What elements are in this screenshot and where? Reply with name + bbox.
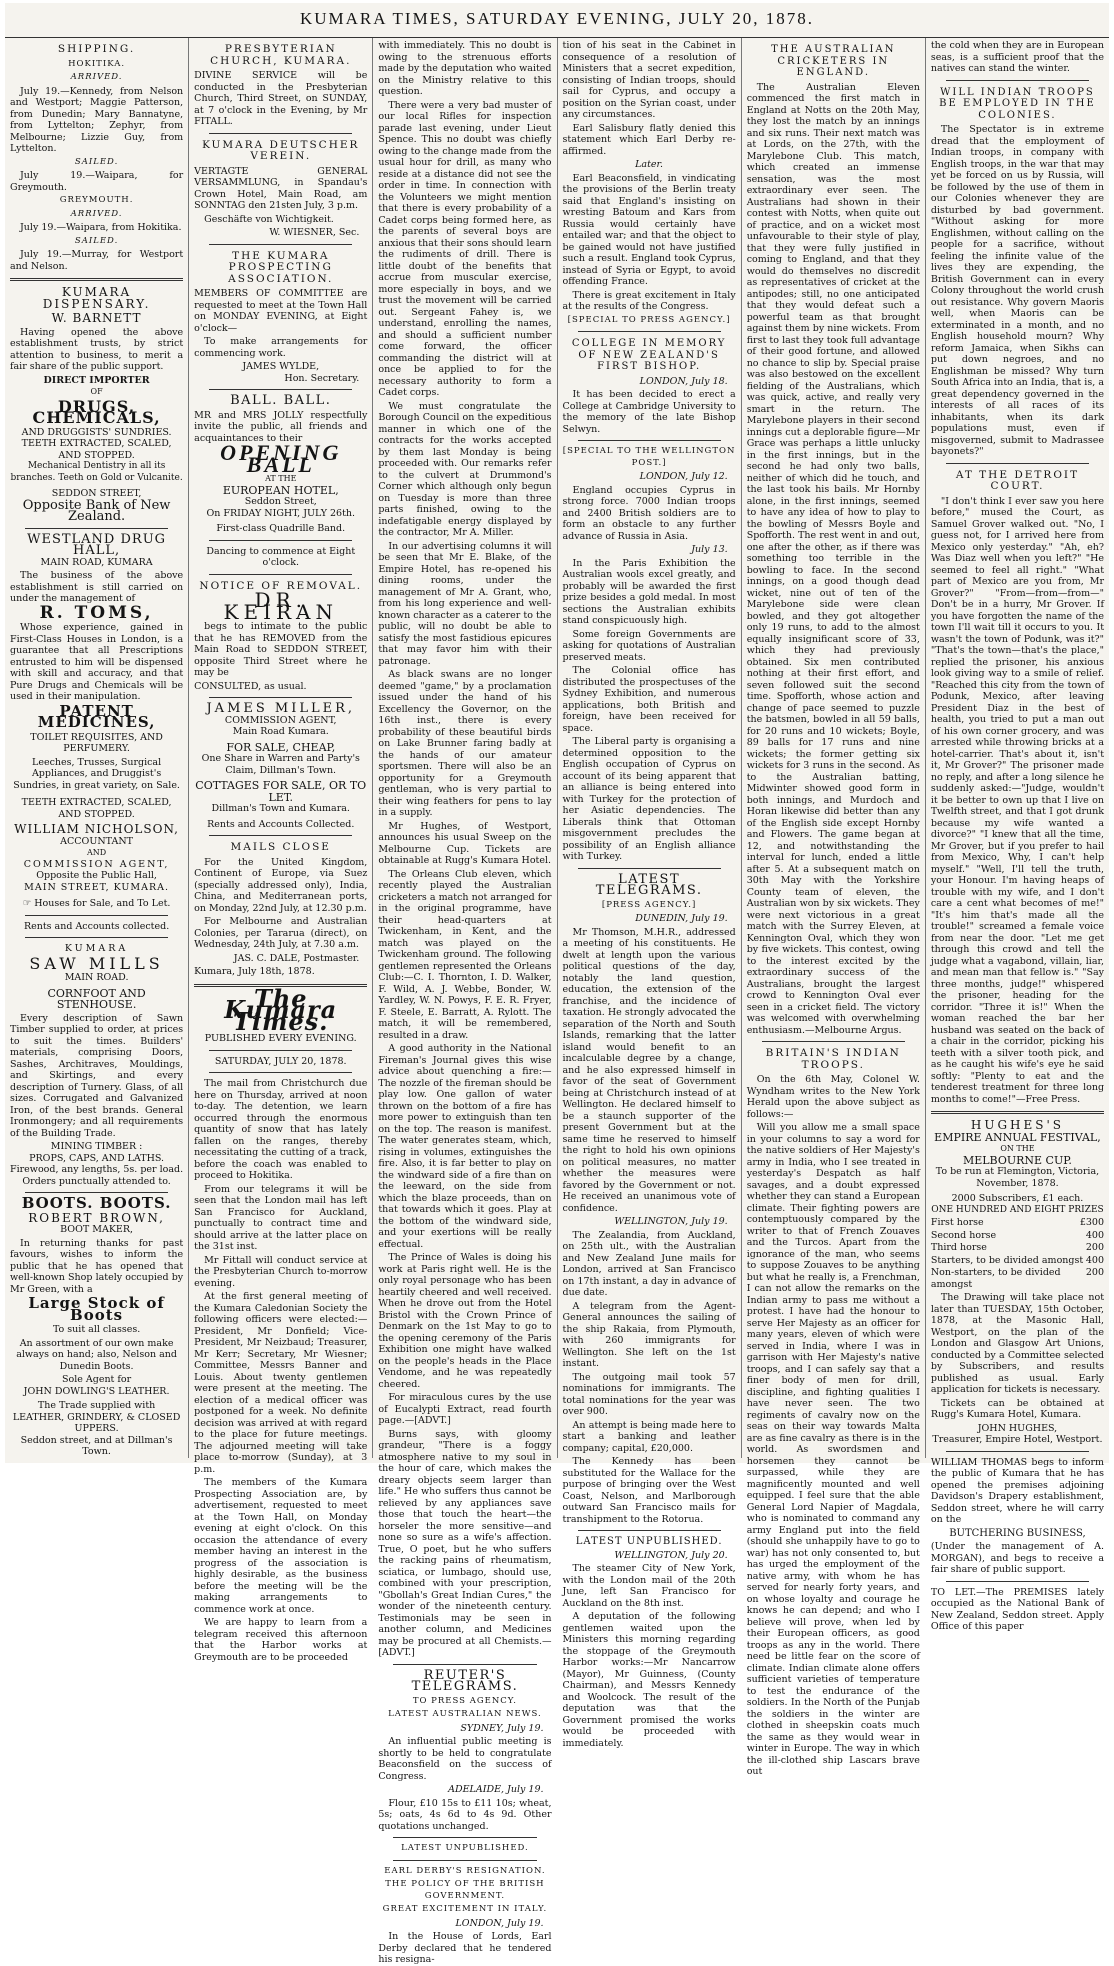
shipping-heading: SHIPPING. (57, 43, 136, 55)
wellington-dateline: WELLINGTON, July 20. (614, 1549, 728, 1561)
article-paragraph: There were a very bad muster of our local Rifles for inspection parade last evening, under Lieut Spence. This no doubt was chiefly owing to the change made from the usual hour for drill, as many who reside at a distance did not see the order in time. In connection with the Volunteers we might mention that there is every probability of a Cadet corps being formed here, as the parents of several boys are anxious that their sons should learn the rudiments of drill. There is little doubt of the benefits that accrue from muscular exercise, more especially in boys, and we trust the movement will be carried out. Sergeant Fahey is, we understand, enrolling the names, and should a sufficient number come forward, the officer commanding the district will at once be applied to for the necessary authority to form a Cadet corps. (378, 99, 552, 398)
at-the-label: AT THE (265, 474, 297, 483)
article-paragraph: "I don't think I ever saw you here before," mused the Court, as Samuel Grover walked out. "No, I guess not, for I arrived here from Mexico only yesterday." "Ah, eh? Was Diaz well when you left?" "He seemed to feel all right." "What part of Mexico are you from, Mr Grover?" "From—from—from—" Don't be in a hurry, Mr Grover. If you have forgotten the name of the town I'll wait till it occurs to you. It wasn't the town of Podunk, was it?" "That's the town—that's the place," replied the prisoner, his anxious look giving way to a smile of relief. "Reached this city from the town of Podunk, Mexico, after leaving President Diaz in the best of health, you tried to put a man out of his own corner grocery, and was arrested while throwing bricks at a hotel-carrier. That's about it, isn't it, Mr Grover?" The prisoner made no reply, and after a long silence he suddenly asked:—"Judge, wouldn't it be better to own up that I live on Twelfth street, and that I got drunk because my wife wanted a divorce?" "I knew that all the time, Mr Grover, but if you prefer to hail from Mexico, Why, I can't help myself." "Well, I'll tell the truth, your Honour. I'm having heaps of trouble with my wife, and I don't care a cent what becomes of me!" "It's him that's made all the trouble!" screamed a female voice from near the door. "Let me get through this crowd and tell the judge what a vagabond, villain, liar, and mean man that fellow is." "Say three months, judge!" whispered the prisoner, heading for the corridor. "Three it is!" When the woman reached the bar her husband was seated on the back of a chair in the corridor, picking his teeth with a silver tooth pick, and as he caught his wife's eye he said softly: "Plenty to eat and the tenderest treatment for three long months to come!"—Free Press. (930, 495, 1105, 1105)
hughes-title: HUGHES'S (970, 1118, 1065, 1132)
reuter-heading: REUTER'S TELEGRAMS. (411, 1667, 519, 1694)
article-paragraph: A telegram from the Agent-General announces the sailing of the ship Rakaia, from Plymouth, with 260 immigrants for Wellington. She left on the 1st instant. (562, 1300, 736, 1369)
newspaper-page (5, 3, 1109, 1965)
article-paragraph: A good authority in the National Fireman's Journal gives this wise advice about quenching a fire:—The nozzle of the fireman should be play low. One gallon of water thrown on the bottom of a fire has more power to extinguish than ten on the top. The reason is manifest. The water generates steam, which, rising in volumes, extinguishes the fire. Also, it is far better to play on the windward side of a fire than on the leeward, on the side from which the blaze proceeds, than on that towards which it goes. Play at the bottom of the windward side, and your exertions will be really effectual. (378, 1043, 552, 1250)
wiesner-signature: W. WIESNER, Sec. (269, 227, 360, 238)
article-paragraph: Earl Salisbury flatly denied this statement which Earl Derby re-affirmed. (562, 122, 736, 157)
prizes-title: ONE HUNDRED AND EIGHT PRIZES (931, 1204, 1104, 1215)
article-paragraph: The Prince of Wales is doing his work at Paris right well. He is the only royal personage who has been heartily cheered and well received. When he drove out from the Hotel Bristol with the Crown Prince of Denmark on the 1st May to go to the opening ceremony of the Paris Exhibition one might have walked on the people's heads in the Place Vendome, and he was repeatedly cheered. (378, 1252, 552, 1390)
divider (578, 1530, 721, 1531)
quadrille-band: First-class Quadrille Band. (216, 523, 346, 534)
wylde-signature: JAMES WYLDE, (242, 361, 320, 372)
opening-ball: OPENING BALL (220, 440, 342, 477)
teeth-extracted: TEETH EXTRACTED, SCALED, AND STOPPED. (21, 438, 172, 461)
cricketers-text: The Australian Eleven commenced the first match in England at Notts on the 20th May, they lost the match by an innings and six runs. Their next match was at Lords, on the 27th, with the Marylebone Club. This match, which created an immense sensation, was the most extraordinary ever seen. The Australians had shown in their contest with Notts, when quite out of practice, and on a wicket most unfavourable to their style of play, that they were fully justified in coming to England, and that they would do themselves no discredit as representatives of cricket at the antipodes; still, no one anticipated that they would defeat such a powerful team as that brought against them by nine wickets. From first to last they took full advantage of their good fortune, and allowed no chance to slip by. Special praise was also bestowed on the excellent fielding of the Australians, which was quick, active, and really very smart in the return. The Marylebone players in their second innings cut a deplorable figure—Mr Grace was perhaps a little unlucky in the first innings, but in the second he had only two balls, neither of which did he touch, and the last took his bails. Mr Hornby alone, in the first innings, seemed to have any idea of how to play to the bowling of Messrs Boyle and Spofforth. The rest went in and out, one after the other, as if there was something too terrible in the bowling to face. In the second innings, on a good though dead wicket, nine out of ten of the Marylebone side were clean bowled, and they got altogether only 19 runs, to add to the almost equally insignificant score of 33, which they had previously obtained. Six men contributed nothing at their first effort, and seven followed suit the second time. Spofforth, whose action and change of pace seemed to puzzle the batsmen, bowled in all 59 balls, for 20 runs and 10 wickets; Boyle, 89 balls for 17 runs and nine wickets; the former getting six wickets for 3 runs in the second. As to the Australian batting, Midwinter showed good form in both innings, and Murdoch and Horan likewise did better than any of the English side except Hornby and Flowers. The game began at 12, and notwithstanding the interval for lunch, ended a little after 5. At a subsequent match on 30th May with the Yorkshire County team of eleven, the Australian won by six wickets. They were next victorious in a great match with the Surrey Eleven, at Kennington Oval, which they won by five wickets. This contest, owing to the interest excited by the extraordinary success of the Australians, brought the largest crowd to Kennington Oval ever seen in a cricket field. The victory was welcomed with overwhelming enthusiasm.—Melbourne Argus. (746, 81, 920, 1036)
accountant-label: ACCOUNTANT (60, 835, 133, 847)
druggists-sundries: AND DRUGGISTS' SUNDRIES. (21, 426, 172, 438)
mails-text-2: For Melbourne and Australian Colonies, per Tararua (direct), on Wednesday, 24th July, at 7.30 a.m. (194, 916, 368, 950)
paper-title: The Kumara Times. (224, 983, 338, 1036)
article-paragraph: The Orleans Club eleven, which recently played the Australian cricketers a match not arranged for in the original programme, have their head-quarters at Twickenham, in Kent, and the match was played on the Twickenham ground. The following gentlemen represented the Orleans Club:—C. I. Thornton, I. D. Walker, F. Wild, A. J. Webbe, Bonder, W. Yardley, W. N. Powys, F. E. R. Fryer, F. Steele, E. Barratt, A. Rylott. The match, it will be remembered, resulted in a draw. (378, 868, 552, 1041)
greymouth-sailed: July 19.—Murray, for Westport and Nelson. (10, 249, 184, 272)
verein-text-2: Geschäfte von Wichtigkeit. (204, 213, 334, 225)
divider (209, 835, 352, 836)
sydney-dateline: SYDNEY, July 19. (460, 1722, 544, 1734)
prize-name: Non-starters, to be divided amongst (930, 1267, 1061, 1290)
editorial-paragraph: The members of the Kumara Prospecting Association are, by advertisement, requested to meet at the Town Hall, on Monday evening at eight o'clock. On this occasion the attendance of every member having an interest in the progress of the association is highly desirable, as the business before the meeting will be the making arrangements to commence work at once. (194, 1477, 368, 1615)
subscribers: 2000 Subscribers, £1 each. (951, 1193, 1084, 1204)
barnett-name: W. BARNETT (51, 311, 142, 325)
divider (209, 1050, 352, 1051)
article-paragraph: Burns says, with gloomy grandeur, "There is a foggy atmosphere native to my soul in the hour of care, which makes the dreary objects seem larger than life." He who suffers thus cannot be relieved by any appliances save those that touch the heart—the horseler the more sensitive—and none so sure as a wife's affection. True, O poet, but he who suffers the racking pains of rheumatism, sciatica, or lumbago, should use, combined with your prescription, "Gbollah's Great Indian Cures," the wonder of the nineteenth century. Testimonials may be seen in another column, and Medicines may be procured at all Chemists.—[ADVT.] (378, 1428, 552, 1658)
kumara-label: KUMARA (64, 943, 129, 954)
prize-name: Second horse (930, 1229, 997, 1241)
london-text: In the House of Lords, Earl Derby declared that he tendered his resigna- (378, 1931, 552, 1965)
teeth-extracted-2: TEETH EXTRACTED, SCALED, AND STOPPED. (21, 797, 172, 820)
empire-festival: EMPIRE ANNUAL FESTIVAL, (934, 1130, 1101, 1144)
thomas-text-2: (Under the management of A. MORGAN), and begs to receive a fair share of public support. (930, 1541, 1105, 1575)
prize-name: Starters, to be divided amongst (930, 1254, 1084, 1266)
one-share: One Share in Warren and Party's Claim, Dillman's Town. (201, 753, 360, 776)
tickets-text: Tickets can be obtained at Rugg's Kumara Hotel, Kumara. (930, 1397, 1105, 1420)
verein-heading: KUMARA DEUTSCHER VEREIN. (202, 138, 360, 162)
saw-mills: SAW MILLS (29, 953, 164, 973)
verein-text: VERTAGTE GENERAL VERSAMMLUNG, in Spandau's Crown Hotel, Main Road, am SONNTAG den 21sten July, 3 p.m. (194, 165, 368, 211)
divider (209, 697, 352, 698)
shipping-arrivals: July 19.—Kennedy, from Nelson and Westport; Maggie Patterson, from Dunedin; Mary Bannatyne, from Lyttelton; Zephyr, from Melbourne; Lizzie Guy, from Lyttelton. (10, 85, 184, 154)
divider (762, 1041, 905, 1042)
seddon-street: SEDDON STREET, (51, 488, 142, 499)
arrived-label: ARRIVED. (70, 72, 123, 82)
article-paragraph: There is great excitement in Italy at the results of the Congress. (562, 289, 736, 312)
hon-secretary: Hon. Secretary. (284, 372, 360, 384)
article-paragraph: In the Paris Exhibition the Australian wools excel greatly, and probably will be awarded the first prize besides a gold medal. In most sections the Australian exhibits stand conspicuously high. (562, 557, 736, 626)
editorial-paragraph: Mr Fittall will conduct service at the Presbyterian Church to-morrow evening. (194, 1254, 368, 1289)
removal-heading: NOTICE OF REMOVAL. (199, 579, 363, 592)
opposite-public-hall: Opposite the Public Hall, (36, 870, 157, 881)
london-dateline: LONDON, July 12. (639, 471, 728, 482)
dale-signature: JAS. C. DALE, Postmaster. (233, 952, 360, 964)
mails-text-1: For the United Kingdom, Continent of Europe, via Suez (specially addressed only), India, China, and Mediterranean ports, on Monday, 22nd July, at 12.30 p.m. (194, 856, 368, 914)
assortment-text: An assortment of our own make always on hand; also, Nelson and Dunedin Boots. (16, 1337, 177, 1372)
column-4 (558, 38, 742, 1749)
prize-name: Third horse (930, 1242, 987, 1253)
european-hotel: EUROPEAN HOTEL, (222, 483, 339, 497)
great-excitement-italy: GREAT EXCITEMENT IN ITALY. (382, 1904, 548, 1914)
prize-amount: 400 (1085, 1254, 1105, 1266)
butchering-business: BUTCHERING BUSINESS, (949, 1527, 1086, 1539)
main-road-label: MAIN ROAD. (64, 972, 129, 983)
to-let-text: TO LET.—The PREMISES lately occupied as the National Bank of New Zealand, Seddon street. Apply Office of this paper (930, 1586, 1105, 1632)
greymouth-subheading: GREYMOUTH. (59, 195, 134, 205)
article-paragraph: Will you allow me a small space in your columns to say a word for the native soldiers of Her Majesty's army in India, who I see treated in yesterday's Despatch as half savages, and a doubt expressed whether they can stand a European climate. Their fighting powers are contemptuously compared by the writer to that of French Zouaves and the Turcos. Apart from the ignorance of the man, who seems to suppose Zouaves to be anything but what he really is, a Frenchman, I can not allow the remarks on the Indian army to pass me without a protest. I have had the honour to serve Her Majesty as an officer for many years, eleven of which were served in India, where I was in garrison with Her Majesty's native troops, and I can safely say that a finer body of men for drill, discipline, and fighting qualities I have never seen. The two regiments of cavalry now on the seas on their way towards Malta are as fine cavalry as there is in the world. As swordsmen and horsemen they cannot be surpassed, while they are magnificently mounted and well equipped. I feel sure that the able General Lord Napier of Magdala, who is nominated to command any army England put into the field (should she unhappily have to go to war) has not only consented to, but has urged the employment of the native army, with whom he has served for nearly forty years, and on whose loyalty and courage he knows he can depend; and who I believe will prove, when led by their European officers, as good troops as any in the world. There need be little fear on the score of climate. Indian climate alone offers sufficient varieties of temperature to test the endurance of the soldiers. In the North of the Punjab the soldiers in the winter are clothed in sheepskin coats much the same as they would wear in winter in Europe. The way in which the ill-clothed ship Lascars brave out (746, 1122, 920, 1777)
article-paragraph: For miraculous cures by the use of Eucalypti Extract, read fourth page.—[ADVT.] (378, 1392, 552, 1426)
pointing-hand-icon: ☞ (22, 898, 35, 909)
divider (25, 937, 168, 938)
of-label: OF (90, 387, 103, 396)
divider (10, 278, 183, 281)
published-every-evening: PUBLISHED EVERY EVENING. (204, 1033, 357, 1044)
westland-drug-hall: WESTLAND DRUG HALL, (27, 531, 167, 558)
divider (209, 574, 352, 575)
article-paragraph: As black swans are no longer deemed "game," by a proclamation issued under the hand of his Excellency the Governor, on the 16th inst., there is every probability of these beautiful birds on Lake Brunner faring badly at the hands of our amateur sportsmen. There will also be an opportunity for a Greymouth gentleman, who is very partial to their wing feathers for pens to lay in a supply. (378, 669, 552, 818)
article-paragraph: The Colonial office has distributed the prospectuses of the Sydney Exhibition, and numerous applications, both British and foreign, have been received for space. (562, 665, 736, 734)
later-label: Later. (635, 159, 664, 170)
mails-close-heading: MAILS CLOSE (230, 841, 331, 853)
boot-maker: BOOT MAKER, (60, 1224, 134, 1235)
patent-medicines: PATENT MEDICINES, (37, 701, 156, 731)
london-dateline: LONDON, July 19. (455, 1917, 544, 1929)
sailed-label: SAILED. (74, 156, 119, 167)
toms-text: Whose experience, gained in First-Class Houses in London, is a guarantee that all Prescriptions entrusted to him will be dispensed with skill and accuracy, and that Pure Drugs and Chemicals will be used in their manipulation. (10, 622, 184, 702)
main-road-kumara: MAIN ROAD, KUMARA (40, 556, 153, 568)
special-wellington-post: [SPECIAL TO THE WELLINGTON POST.] (562, 446, 736, 468)
prize-row (931, 1267, 1104, 1290)
divider (946, 463, 1089, 464)
column-2 (189, 38, 373, 1663)
houses-for-sale: Houses for Sale, and To Let. (34, 898, 171, 909)
article-paragraph: with immediately. This no doubt is owing to the strenuous efforts made by the deputation who waited on the Ministry relative to this question. (378, 40, 552, 97)
leeches-text: Leeches, Trusses, Surgical Appliances, and Druggist's Sundries, in great variety, on Sale. (13, 756, 180, 791)
prize-row (931, 1217, 1104, 1229)
direct-importer: DIRECT IMPORTER (43, 374, 150, 386)
divider (578, 868, 721, 869)
greymouth-arrivals: July 19.—Waipara, from Hokitika. (20, 222, 182, 233)
divider (946, 80, 1089, 81)
prize-list (931, 1217, 1104, 1290)
column-6 (926, 38, 1109, 1632)
column-1 (5, 38, 189, 1458)
divider (946, 1581, 1089, 1582)
divider (25, 1192, 168, 1193)
indian-colonies-heading: WILL INDIAN TROOPS BE EMPLOYED IN THE COLONIES. (939, 86, 1096, 121)
article-paragraph: We must congratulate the Borough Council on the expeditious manner in which one of the contracts for the works accepted by them last Monday is being proceeded with. Our remarks refer to the culvert at Drummond's Corner which although only begun on Tuesday is more than three parts finished, owing to the indefatigable energy displayed by the contractor, Mr A. Miller. (378, 400, 552, 538)
divider (209, 133, 352, 134)
divider (578, 440, 721, 441)
article-paragraph: Earl Beaconsfield, in vindicating the provisions of the Berlin treaty said that England's insisting on wresting Batoum and Kars from Russia would certainly have entailed war; and that the object to be gained would not have justified such a result. England took Cyprus, instead of Syria or Egypt, to avoid offending France. (562, 172, 736, 287)
main-street-kumara: MAIN STREET, KUMARA. (24, 881, 170, 893)
wellington-dateline: WELLINGTON, July 19. (614, 1216, 728, 1227)
mining-timber: MINING TIMBER : (50, 1141, 143, 1152)
consulted-usual: CONSULTED, as usual. (194, 680, 307, 692)
prospecting-text: MEMBERS OF COMMITTEE are requested to meet at the Town Hall on MONDAY EVENING, at Eight o'clock— (194, 288, 368, 334)
to-press-agency: TO PRESS AGENCY. (412, 1695, 517, 1706)
shipping-sailed: July 19.—Waipara, for Greymouth. (10, 170, 184, 193)
nicholson-name: WILLIAM NICHOLSON, (14, 822, 179, 836)
arrived-label: ARRIVED. (70, 208, 123, 219)
editorial-paragraph: The mail from Christchurch due here on Thursday, arrived at noon to-day. The detention, we learn occurred through the enormous quantity of snow that has lately fallen on the ranges, thereby necessitating the cutting of a track, before the coach was enabled to proceed to Hokitika. (194, 1078, 368, 1181)
seddon-street-2: Seddon Street, (244, 496, 317, 507)
prize-name: First horse (930, 1217, 984, 1228)
rents-collected: Rents and Accounts collected. (23, 920, 170, 932)
divider (578, 331, 721, 332)
rents-collected-2: Rents and Accounts Collected. (207, 818, 355, 830)
article-paragraph: Mr Thomson, M.H.R., addressed a meeting of his constituents. He dwelt at length upon the various political questions of the day, notably the land question, education, the extension of the franchise, and the incidence of taxation. He strongly advocated the separation of the North and South Islands, remarking that the latter island would benefit to an incalculable degree by a change, and he also expressed himself in favor of the seat of Government being at Christchurch instead of at Wellington. He declared himself to be a staunch supporter of the present Government but at the same time he reserved to himself the right to hold his own opinions on political measures, no matter whether the measures were favored by the Government or not. He received an unanimous vote of confidence. (562, 926, 736, 1214)
london-dateline: LONDON, July 18. (639, 375, 728, 387)
for-sale-cheap: FOR SALE, CHEAP, (226, 740, 336, 754)
prize-amount: £300 (1079, 1217, 1105, 1228)
article-paragraph: the cold when they are in European seas, is a sufficient proof that the natives can stand the winter. (930, 40, 1105, 74)
kumara-date: Kumara, July 18th, 1878. (194, 966, 315, 977)
main-road-kumara-2: Main Road Kumara. (232, 726, 329, 737)
article-paragraph: The Zealandia, from Auckland, on 25th ult., with the Australian and New Zealand June mails for London, arrived at San Francisco on 17th instant, a day in advance of due date. (562, 1229, 736, 1298)
derby-resignation: EARL DERBY'S RESIGNATION. (384, 1865, 546, 1876)
latest-australian-news: LATEST AUSTRALIAN NEWS. (388, 1709, 542, 1719)
seddon-dillman: Seddon street, and at Dillman's Town. (20, 1434, 173, 1457)
dancing-commence: Dancing to commence at Eight o'clock. (206, 545, 356, 568)
masthead: KUMARA TIMES, SATURDAY EVENING, JULY 20, 1878. (5, 3, 1109, 38)
editorial-paragraph: We are happy to learn from a telegram received this afternoon that the Harbor works at Greymouth are to be proceeded (194, 1617, 368, 1663)
college-text: It has been decided to erect a College at Cambridge University to the memory of the late Bishop Selwyn. (562, 389, 736, 435)
john-hughes: JOHN HUGHES, (977, 1422, 1058, 1434)
commission-agent: COMMISSION AGENT, (23, 858, 170, 870)
prospecting-heading: THE KUMARA PROSPECTING ASSOCIATION. (228, 249, 334, 285)
cornfoot-text: Every description of Sawn Timber supplied to order, at prices to suit the times. Builders' materials, comprising Doors, Sashes, Architraves, Mouldings, and Skirtings, and every description of Turnery. Glass, of all sizes. Corrugated and Galvanized Iron, of the best brands. General Ironmongery; and all requirements of the Building Trade. (10, 1012, 184, 1139)
prize-amount: 400 (1085, 1229, 1105, 1241)
divider (209, 1072, 352, 1073)
college-heading: COLLEGE IN MEMORY OF NEW ZEALAND'S FIRST BISHOP. (571, 338, 727, 372)
firewood: Firewood, any lengths, 5s. per load. (10, 1164, 184, 1175)
article-paragraph: Mr Hughes, of Westport, announces his usual Sweep on the Melbourne Cup. Tickets are obtainable at Rugg's Kumara Hotel. (378, 820, 552, 866)
cottages: COTTAGES FOR SALE, OR TO LET. (195, 779, 367, 804)
orders-attended: Orders punctually attended to. (22, 1175, 171, 1187)
boots-heading: BOOTS. BOOTS. (21, 1194, 172, 1212)
trade-supplied: The Trade supplied with (37, 1400, 156, 1411)
friday-night: On FRIDAY NIGHT, JULY 26th. (206, 507, 356, 519)
houses-line (10, 898, 183, 910)
article-paragraph: The steamer City of New York, with the London mail of the 20th June, left San Francisco for Auckland on the 8th inst. (562, 1563, 736, 1609)
article-paragraph: The outgoing mail took 57 nominations for immigrants. The total nominations for the year was over 900. (562, 1371, 736, 1417)
article-paragraph: On the 6th May, Colonel W. Wyndham writes to the New York Herald upon the above subject as follows:— (746, 1074, 920, 1120)
miller-name: JAMES MILLER, (206, 701, 356, 716)
props-caps-laths: PROPS, CAPS, AND LATHS. (29, 1152, 165, 1164)
column-3 (373, 38, 557, 1965)
article-paragraph: Some foreign Governments are asking for quotations of Australian preserved meats. (562, 628, 736, 663)
opposite-bank: Opposite Bank of New Zealand. (22, 497, 171, 524)
prize-amount: 200 (1085, 1267, 1105, 1278)
divider (209, 244, 352, 245)
divider (393, 1664, 536, 1665)
sole-agent: Sole Agent for (61, 1374, 132, 1385)
on-the-label: ON THE (1000, 1144, 1035, 1153)
toilet-requisites: TOILET REQUISITES, AND PERFUMERY. (30, 731, 163, 754)
dowling-leather: JOHN DOWLING'S LEATHER. (23, 1385, 170, 1397)
divider (393, 1837, 536, 1838)
article-paragraph: The Spectator is in extreme dread that the employment of Indian troops, in company with English troops, in the war that may yet be forced on us by Russia, will be followed by the use of them in our Colonies whenever they are disturbed by bad government. "Without asking for more Englishmen, without calling on the people for a sacrifice, without feeling the infinite value of the lives they are expending, the British Government can in every Colony throughout the world crush out resistance. Why govern Maoris well, when Maoris can be exterminated in a month, and no English household mourn? Why reform Jamaica, when Sikhs can put down negroes, and no Englishman be missed? Why turn South Africa into an India, that is, a great dependency governed in the interests of all races of its inhabitants, when its dark populations must, even if misgoverned, submit to Madrassee bayonets?" (930, 124, 1105, 457)
article-paragraph: The Liberal party is organising a determined opposition to the English occupation of Cyprus on account of its being apparent that an alliance is being entered into with Turkey for the protection of her Asiatic dependencies. The Liberals think that Ottoman misgovernment precludes the possibility of an English alliance with Turkey. (562, 736, 736, 862)
keiran-name: DR. KEIRAN (223, 588, 338, 624)
sailed-label: SAILED. (74, 235, 119, 246)
divider (931, 1111, 1104, 1114)
leather-grindery: LEATHER, GRINDERY, & CLOSED UPPERS. (12, 1411, 181, 1434)
sydney-text: An influential public meeting is shortly to be held to congratulate Beaconsfield on the success of Congress. (378, 1736, 552, 1782)
barnett-text: Having opened the above establishment trusts, by strict attention to business, to merit a fair share of the public support. (10, 326, 184, 372)
editorial-paragraph: From our telegrams it will be seen that the London mail has left San Francisco for Auckland, punctually to contract time and should arrive at the latter place on the 31st inst. (194, 1183, 368, 1252)
divider (946, 1451, 1089, 1452)
policy-british-govt: THE POLICY OF THE BRITISH GOVERNMENT. (385, 1879, 545, 1901)
westland-text: The business of the above establishment is still carried on under the management of (10, 570, 184, 604)
prize-row (931, 1242, 1104, 1254)
adelaide-dateline: ADELAIDE, July 19. (448, 1784, 544, 1795)
article-paragraph: An attempt is being made here to start a banking and leather company; capital, £20,000. (562, 1419, 736, 1454)
cricketers-heading: THE AUSTRALIAN CRICKETERS IN ENGLAND. (771, 44, 896, 78)
dunedin-dateline: DUNEDIN, July 19. (635, 913, 728, 924)
brown-text: In returning thanks for past favours, wishes to inform the public that he has opened that well-known Shop lately occupied by Mr Green, with a (10, 1237, 184, 1295)
mechanical-dentistry: Mechanical Dentistry in all its branches. Teeth on Gold or Vulcanite. (10, 461, 183, 483)
jolly-text: MR and MRS JOLLY respectfully invite the public, all friends and acquaintances to their (194, 409, 368, 444)
detroit-court-heading: AT THE DETROIT COURT. (955, 468, 1080, 492)
article-paragraph: The Kennedy has been substituted for the Wallace for the purpose of bringing over the West Coast, Nelson, and Marlborough outward San Francisco mails for transhipment to the Rotorua. (562, 1456, 736, 1525)
drugs-chemicals: DRUGS, CHEMICALS, (32, 396, 161, 427)
dispensary-heading: KUMARA DISPENSARY. (42, 285, 151, 311)
editorial-paragraph: At the first general meeting of the Kumara Caledonian Society the following officers were elected:—President, Mr Donfield; Vice-President, Mr Neizbaud; Treasurer, Mr Kerr; Secretary, Mr Wiesner; Committee, Messrs Banner and Louis. About twenty gentlemen were present at the meeting. The election of a medical officer was postponed for a week. No definite decision was arrived at with regard to the place for future meetings. The adjourned meeting will take place to-morrow (Sunday), at 3 p.m. (194, 1291, 368, 1475)
toms-name: R. TOMS, (39, 602, 154, 623)
july-13-dateline: July 13. (691, 544, 728, 555)
ball-heading: BALL. BALL. (230, 393, 332, 408)
presbyterian-text: DIVINE SERVICE will be conducted in the Presbyterian Church, Third Street, on SUNDAY, at 7 o'clock in the Evening, by Mr FITALL. (194, 70, 368, 127)
adelaide-text: Flour, £10 15s to £11 10s; wheat, 5s; oats, 4s 6d to 4s 9d. Other quotations unchanged. (378, 1797, 552, 1832)
treasurer-label: Treasurer, Empire Hotel, Westport. (932, 1434, 1103, 1445)
latest-unpublished: LATEST UNPUBLISHED. (401, 1843, 529, 1853)
column-5 (742, 38, 926, 1777)
thomas-text: WILLIAM THOMAS begs to inform the public of Kumara that he has opened the premises adjoining Davidson's Drapery establishment, Seddon street, where he will carry on the (930, 1456, 1105, 1525)
prize-row (931, 1230, 1104, 1242)
divider (209, 540, 352, 541)
article-paragraph: England occupies Cyprus in strong force. 7000 Indian troops and 2400 British soldiers are to form an obstacle to any further advance of Russia in Asia. (562, 484, 736, 542)
prospecting-text-2: To make arrangements for commencing work. (194, 336, 368, 359)
press-agency: [PRESS AGENCY.] (601, 899, 697, 910)
divider (25, 915, 168, 916)
prize-row (931, 1255, 1104, 1267)
article-paragraph: tion of his seat in the Cabinet in consequence of a resolution of Ministers that a secret expedition, consisting of Indian troops, should sail for Cyprus, and occupy a position on the Syrian coast, under any circumstances. (562, 40, 736, 120)
prize-amount: 200 (1085, 1242, 1105, 1253)
cornfoot-stenhouse: CORNFOOT AND STENHOUSE. (47, 986, 146, 1011)
hokitika-subheading: HOKITIKA. (68, 58, 126, 69)
commission-agent-2: COMMISSION AGENT, (224, 714, 337, 726)
keiran-text: begs to intimate to the public that he has REMOVED from the Main Road to SEDDON STREET, opposite Third Street where he may be (194, 621, 368, 678)
indian-troops-heading: BRITAIN'S INDIAN TROOPS. (765, 1047, 901, 1071)
robert-brown: ROBERT BROWN, (28, 1210, 165, 1225)
latest-telegrams: LATEST TELEGRAMS. (595, 871, 703, 898)
divider (25, 528, 168, 529)
divider (209, 389, 352, 390)
large-stock-boots: Large Stock of Boots (28, 1294, 165, 1324)
drawing-text: The Drawing will take place not later than TUESDAY, 15th October, 1878, at the Masonic Hall, Westport, on the plan of the London and Glasgow Art Unions, conducted by a Committee selected by Subscribers, and results published as usual. Early application for tickets is necessary. (930, 1292, 1105, 1395)
suit-all-classes: To suit all classes. (52, 1324, 141, 1335)
divider (393, 1860, 536, 1861)
special-press-agency: [SPECIAL TO PRESS AGENCY.] (567, 314, 731, 325)
presbyterian-heading: PRESBYTERIAN CHURCH, KUMARA. (210, 43, 352, 67)
issue-date: SATURDAY, JULY 20, 1878. (214, 1055, 347, 1067)
run-at-flemington: To be run at Flemington, Victoria, November, 1878. (935, 1166, 1100, 1189)
article-paragraph: In our advertising columns it will be seen that Mr E. Blake, of the Empire Hotel, has re-opened his dining rooms, under the management of Mr A. Grant, who, from his long experience and well-known character as a caterer to the public, will no doubt be able to satisfy the most fastidious epicures that may favor him with their patronage. (378, 540, 552, 667)
and-label: AND (86, 848, 107, 857)
article-paragraph: A deputation of the following gentlemen waited upon the Ministers this morning regarding the stoppage of the Greymouth Harbor works:—Mr Nancarrow (Mayor), Mr Guinness, (County Chairman), and Messrs Kennedy and Woolcock. The result of the deputation was that the Government promised the works would be proceeded with immediately. (562, 1611, 736, 1749)
melbourne-cup: MELBOURNE CUP. (962, 1153, 1072, 1167)
latest-unpublished-2: LATEST UNPUBLISHED. (575, 1536, 723, 1547)
dillman-kumara: Dillman's Town and Kumara. (211, 803, 350, 814)
